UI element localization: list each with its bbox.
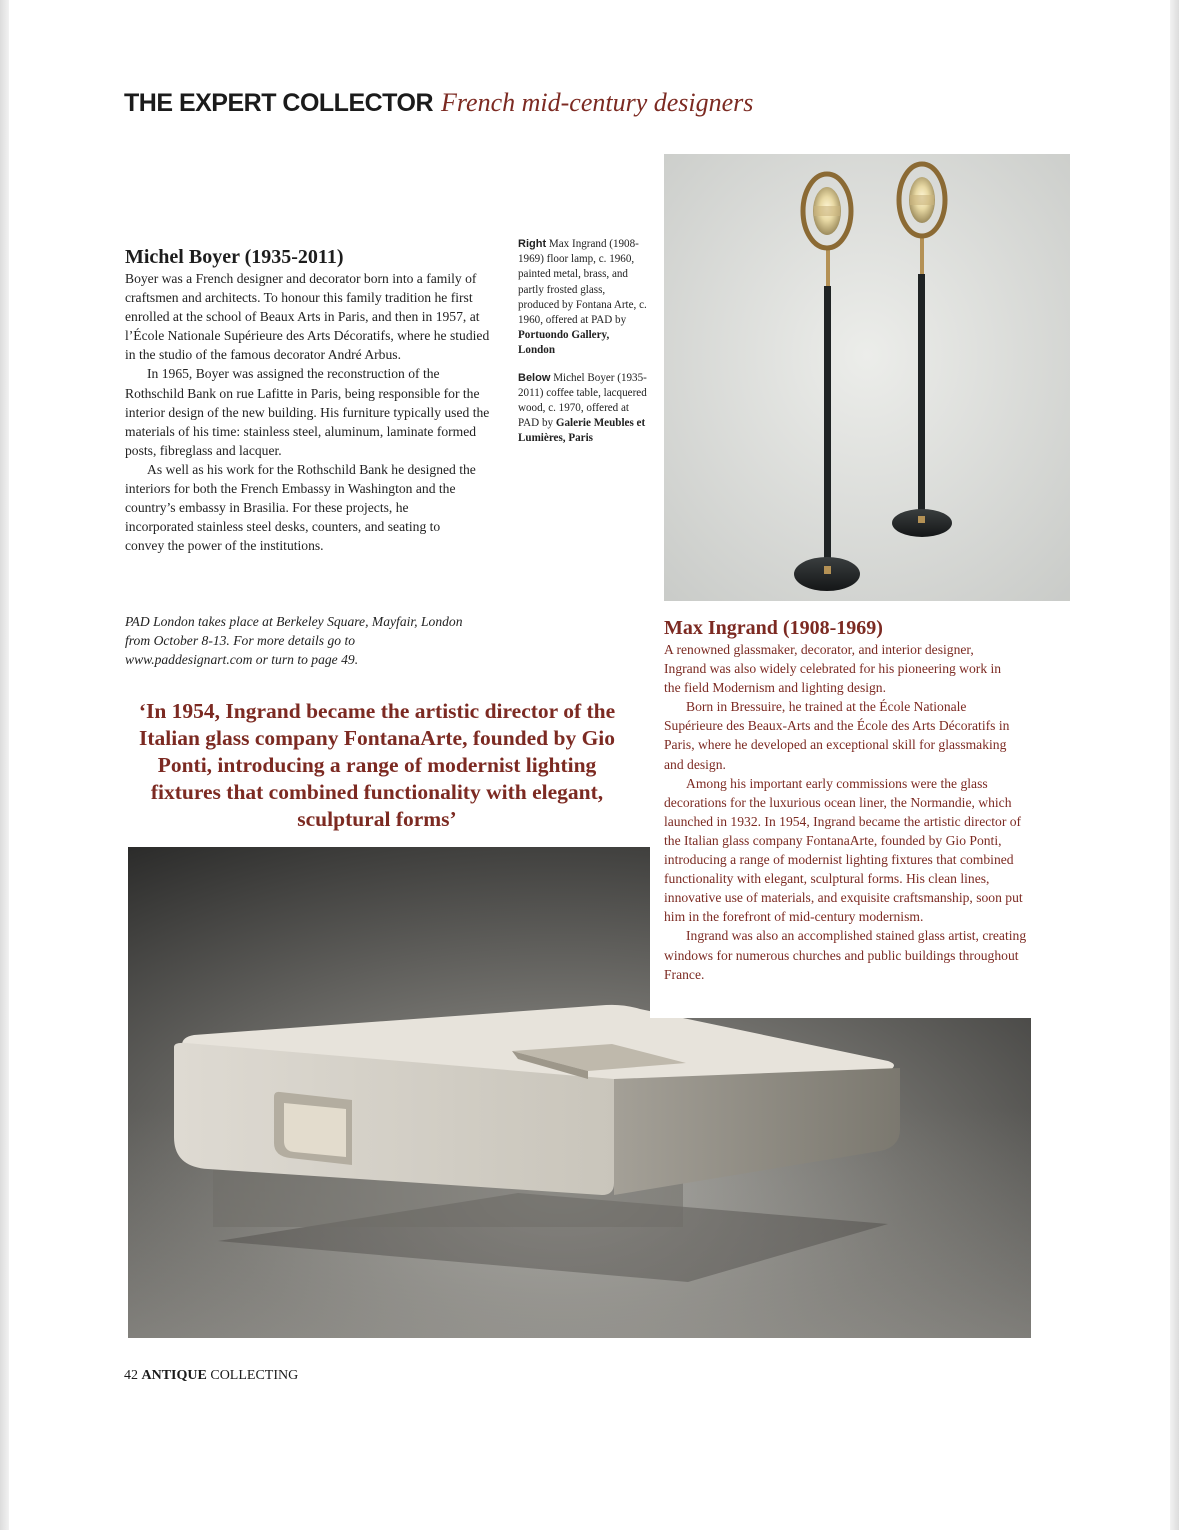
event-note-text: PAD London takes place at Berkeley Square, Mayfair, London from October 8-13. For more details go to www.paddesignart.com or turn to page 49. xyxy=(125,614,463,668)
article-subject: French mid-century designers xyxy=(441,88,754,117)
caption-below-text: Michel Boyer (1935-2011) coffee table, lacquered wood, c. 1970, offered at PAD by xyxy=(518,371,647,430)
magazine-page xyxy=(9,0,1170,1530)
boyer-body xyxy=(125,269,491,555)
page-number: 42 xyxy=(124,1368,138,1383)
pull-quote: ‘In 1954, Ingrand became the artistic director of the Italian glass company FontanaArte, founded by Gio Ponti, introducing a range of modernist lighting fixtures that combined functionality with elegant, sculptural forms’ xyxy=(138,699,616,831)
boyer-paragraph: Boyer was a French designer and decorator born into a family of craftsmen and architects. To honour this family tradition he first enrolled at the school of Beaux Arts in Paris, and then in 1957, at l’École Nationale Supérieure des Arts Décoratifs, where he studied in the studio of the famous decorator André Arbus. xyxy=(125,271,490,363)
page-footer xyxy=(124,1368,298,1384)
boyer-paragraph: As well as his work for the Rothschild Bank he designed the interiors for both the French Embassy in Washington and the country’s embassy in Brasilia. For these projects, he incorporated stainless steel desks, counters, and seating to convey the power of the institutions. xyxy=(125,461,476,554)
boyer-heading: Michel Boyer (1935-2011) xyxy=(125,246,344,268)
caption-right-gallery: Portuondo Gallery, London xyxy=(518,329,610,357)
page-edge-left xyxy=(0,0,9,1530)
event-note xyxy=(125,612,475,669)
boyer-paragraph: In 1965, Boyer was assigned the reconstruction of the Rothschild Bank on rue Lafitte in Paris, being responsible for the interior design of the new building. His furniture typically used the materials of his time: stainless steel, aluminum, laminate formed posts, fibreglass and lacquer. xyxy=(125,366,490,458)
photo-captions xyxy=(518,237,648,459)
floor-lamp-photo xyxy=(664,154,1070,601)
magazine-brand-bold: ANTIQUE xyxy=(141,1368,207,1383)
caption-below-gallery: Galerie Meubles et Lumières, Paris xyxy=(518,417,646,445)
caption-below-lead: Below xyxy=(518,371,551,384)
page-edge-right xyxy=(1170,0,1179,1530)
ingrand-paragraph: Born in Bressuire, he trained at the École Nationale Supérieure des Beaux-Arts and the École des Arts Décoratifs in Paris, where he developed an exceptional skill for glassmaking and design. xyxy=(664,699,1010,772)
caption-right xyxy=(518,237,648,359)
caption-right-lead: Right xyxy=(518,238,547,250)
ingrand-paragraph: Ingrand was also an accomplished stained glass artist, creating windows for numerous churches and public buildings throughout France. xyxy=(664,928,1027,982)
caption-below xyxy=(518,371,648,447)
ingrand-heading: Max Ingrand (1908-1969) xyxy=(664,617,883,639)
series-title: THE EXPERT COLLECTOR xyxy=(124,89,434,117)
page-header xyxy=(124,88,753,118)
magazine-brand-regular: COLLECTING xyxy=(210,1368,299,1383)
ingrand-paragraph: A renowned glassmaker, decorator, and interior designer, Ingrand was also widely celebrated for his pioneering work in the field Modernism and lighting design. xyxy=(664,642,1002,696)
ingrand-body xyxy=(664,640,1028,984)
caption-right-text: Max Ingrand (1908-1969) floor lamp, c. 1960, painted metal, brass, and partly frosted glass, produced by Fontana Arte, c. 1960, offered at PAD by xyxy=(518,238,647,327)
ingrand-paragraph: Among his important early commissions were the glass decorations for the luxurious ocean liner, the Normandie, which launched in 1932. In 1954, Ingrand became the artistic director of the Italian glass company FontanaArte, founded by Gio Ponti, introducing a range of modernist lighting fixtures that combined functionality with elegant, sculptural forms. His clean lines, innovative use of materials, and exquisite craftsmanship, soon put him in the forefront of mid-century modernism. xyxy=(664,775,1023,925)
